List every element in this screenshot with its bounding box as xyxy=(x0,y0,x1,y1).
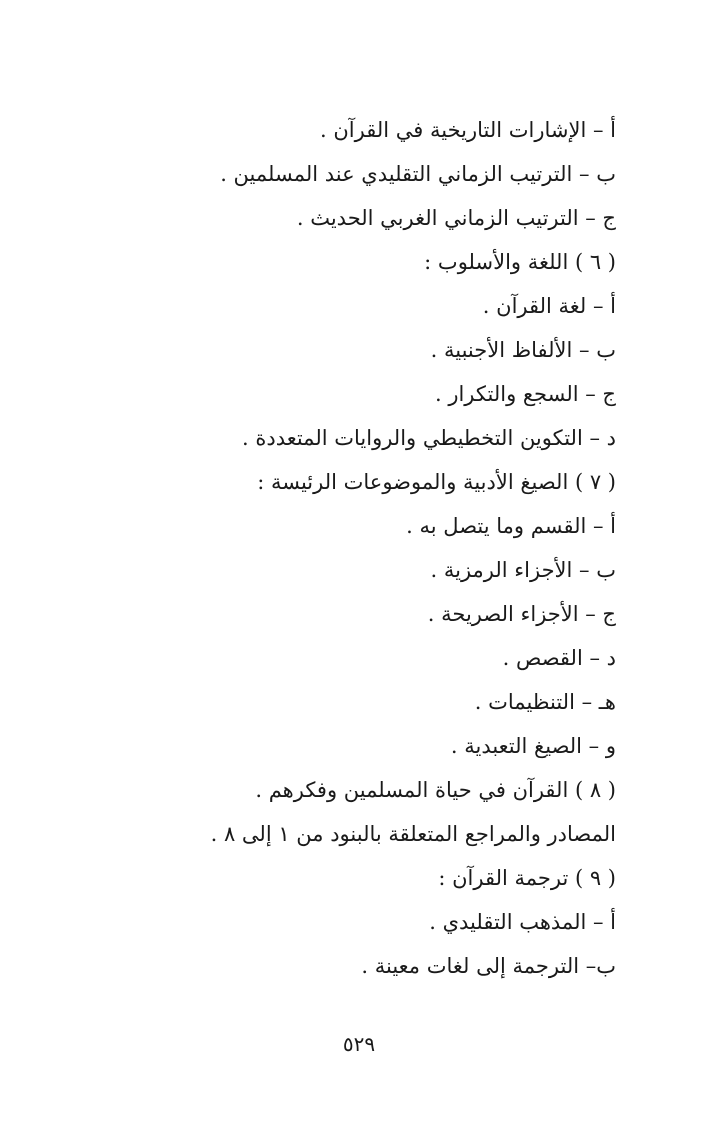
section-heading: ( ٨ ) القرآن في حياة المسلمين وفكرهم . xyxy=(255,778,616,802)
list-item: د – القصص . xyxy=(502,646,616,670)
list-item: هـ – التنظيمات . xyxy=(474,690,616,714)
list-item: ب – الألفاظ الأجنبية . xyxy=(430,338,616,362)
section-heading: ( ٧ ) الصيغ الأدبية والموضوعات الرئيسة : xyxy=(257,470,616,494)
list-item: ج – الأجزاء الصريحة . xyxy=(427,602,616,626)
contents-list xyxy=(136,108,616,988)
page-number: ٥٢٩ xyxy=(342,1032,376,1056)
list-item: أ – لغة القرآن . xyxy=(482,294,616,318)
list-item: ج – السجع والتكرار . xyxy=(434,382,616,406)
section-heading: ( ٩ ) ترجمة القرآن : xyxy=(438,866,616,890)
section-heading: ( ٦ ) اللغة والأسلوب : xyxy=(424,250,616,274)
list-item: د – التكوين التخطيطي والروايات المتعددة . xyxy=(241,426,616,450)
list-item: أ – المذهب التقليدي . xyxy=(429,910,616,934)
list-item: المصادر والمراجع المتعلقة بالبنود من ١ إلى ٨ . xyxy=(210,822,616,846)
list-item: و – الصيغ التعبدية . xyxy=(450,734,616,758)
list-item: ج – الترتيب الزماني الغربي الحديث . xyxy=(296,206,616,230)
list-item: ب – الترتيب الزماني التقليدي عند المسلمين . xyxy=(220,162,616,186)
list-item: ب– الترجمة إلى لغات معينة . xyxy=(361,954,616,978)
list-item: أ – القسم وما يتصل به . xyxy=(406,514,616,538)
list-item: أ – الإشارات التاريخية في القرآن . xyxy=(320,118,616,142)
list-item: ب – الأجزاء الرمزية . xyxy=(430,558,616,582)
